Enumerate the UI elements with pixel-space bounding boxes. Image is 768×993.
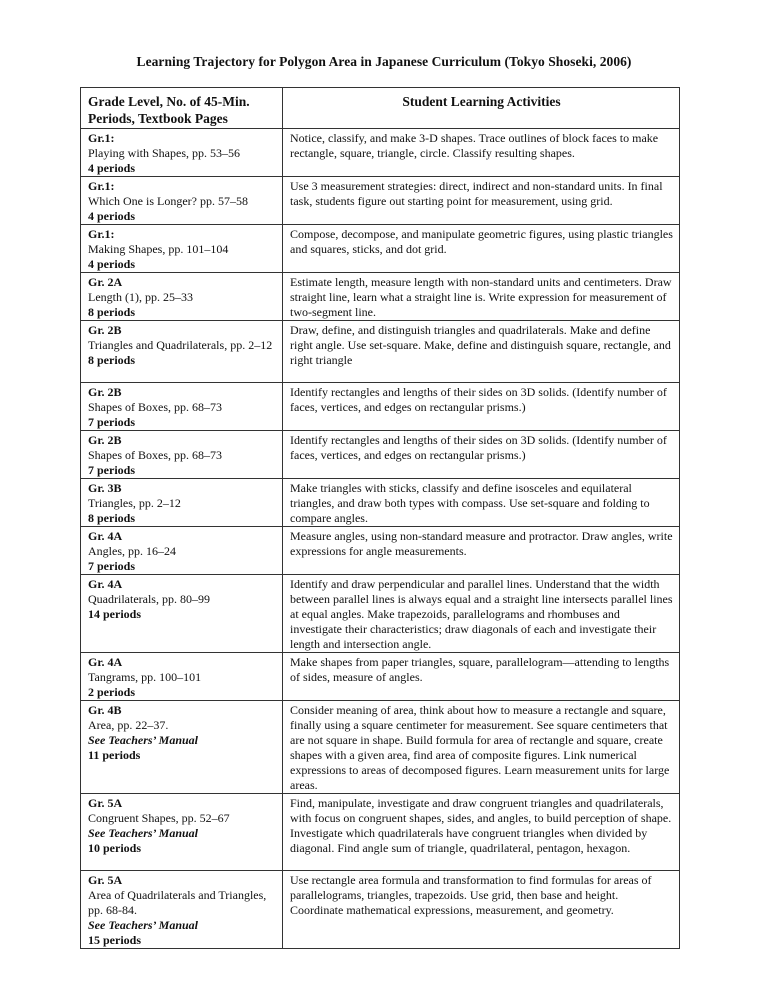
grade-level: Gr. 2B — [88, 323, 122, 337]
grade-cell — [81, 575, 283, 653]
grade-level: Gr. 2A — [88, 275, 123, 289]
grade-cell — [81, 794, 283, 871]
activities-cell — [283, 653, 680, 701]
activities-cell — [283, 383, 680, 431]
activities-cell — [283, 871, 680, 949]
period-count: 14 periods — [88, 607, 142, 621]
grade-cell — [81, 177, 283, 225]
table-row — [81, 479, 680, 527]
teachers-manual-note: See Teachers’ Manual — [88, 918, 199, 932]
unit-title: Shapes of Boxes, pp. 68–73 — [88, 448, 222, 462]
activities-text: Use 3 measurement strategies: direct, indirect and non-standard units. In final task, students figure out starting point for measurement, using grid. — [290, 179, 663, 208]
grade-level: Gr. 2B — [88, 385, 122, 399]
activities-text: Identify rectangles and lengths of their sides on 3D solids. (Identify number of faces, vertices, and edges on rectangular prisms.) — [290, 433, 667, 462]
teachers-manual-note: See Teachers’ Manual — [88, 826, 199, 840]
activities-text: Make triangles with sticks, classify and define isosceles and equilateral triangles, and draw both types with compass. Use set-square and folding to compare angles. — [290, 481, 650, 525]
grade-cell — [81, 129, 283, 177]
period-count: 11 periods — [88, 748, 141, 762]
table-row — [81, 129, 680, 177]
activities-text: Measure angles, using non-standard measure and protractor. Draw angles, write expressions for angle measurements. — [290, 529, 673, 558]
activities-cell — [283, 479, 680, 527]
activities-text: Use rectangle area formula and transformation to find formulas for areas of parallelograms, triangles, trapezoids. Use grid, then base and height. Coordinate mathematical expressions, measurement, and geometry. — [290, 873, 652, 917]
header-grade-level: Grade Level, No. of 45-Min. Periods, Textbook Pages — [81, 88, 283, 129]
document-title: Learning Trajectory for Polygon Area in Japanese Curriculum (Tokyo Shoseki, 2006) — [136, 54, 632, 69]
grade-level: Gr. 4A — [88, 577, 123, 591]
period-count: 8 periods — [88, 353, 136, 367]
unit-title: Which One is Longer? pp. 57–58 — [88, 194, 248, 208]
grade-cell — [81, 653, 283, 701]
activities-cell — [283, 129, 680, 177]
unit-title: Shapes of Boxes, pp. 68–73 — [88, 400, 222, 414]
period-count: 7 periods — [88, 415, 136, 429]
period-count: 7 periods — [88, 559, 136, 573]
grade-level: Gr. 3B — [88, 481, 122, 495]
period-count: 4 periods — [88, 257, 136, 271]
period-count: 4 periods — [88, 161, 136, 175]
activities-cell — [283, 321, 680, 383]
grade-cell — [81, 431, 283, 479]
period-count: 2 periods — [88, 685, 136, 699]
table-row — [81, 321, 680, 383]
grade-level: Gr. 5A — [88, 873, 123, 887]
activities-text: Estimate length, measure length with non-standard units and centimeters. Draw straight line, learn what a straight line is. Write expression for measurement of two-segment line. — [290, 275, 672, 319]
grade-cell — [81, 383, 283, 431]
unit-title: Playing with Shapes, pp. 53–56 — [88, 146, 240, 160]
unit-title: Area, pp. 22–37. — [88, 718, 169, 732]
grade-level: Gr. 4B — [88, 703, 122, 717]
grade-level: Gr. 4A — [88, 655, 123, 669]
unit-title: Triangles, pp. 2–12 — [88, 496, 181, 510]
period-count: 15 periods — [88, 933, 142, 947]
table-row — [81, 177, 680, 225]
grade-cell — [81, 273, 283, 321]
unit-title: Area of Quadrilaterals and Triangles, pp. 68-84. — [88, 888, 267, 917]
unit-title: Length (1), pp. 25–33 — [88, 290, 193, 304]
table-header-row — [81, 88, 680, 129]
unit-title: Congruent Shapes, pp. 52–67 — [88, 811, 230, 825]
activities-text: Notice, classify, and make 3-D shapes. Trace outlines of block faces to make rectangle, square, triangle, circle. Classify resulting shapes. — [290, 131, 659, 160]
table-row — [81, 575, 680, 653]
activities-text: Draw, define, and distinguish triangles and quadrilaterals. Make and define right angle. Use set-square. Make, define and distinguish square, rectangle, and right triangle — [290, 323, 671, 367]
unit-title: Quadrilaterals, pp. 80–99 — [88, 592, 210, 606]
activities-cell — [283, 225, 680, 273]
activities-cell — [283, 794, 680, 871]
table-row — [81, 431, 680, 479]
grade-cell — [81, 225, 283, 273]
grade-level: Gr. 2B — [88, 433, 122, 447]
period-count: 4 periods — [88, 209, 136, 223]
activities-text: Identify rectangles and lengths of their sides on 3D solids. (Identify number of faces, vertices, and edges on rectangular prisms.) — [290, 385, 667, 414]
unit-title: Triangles and Quadrilaterals, pp. 2–12 — [88, 338, 273, 352]
grade-cell — [81, 527, 283, 575]
table-row — [81, 871, 680, 949]
activities-text: Compose, decompose, and manipulate geometric figures, using plastic triangles and squares, sticks, and dot grid. — [290, 227, 673, 256]
activities-text: Find, manipulate, investigate and draw congruent triangles and quadrilaterals, with focus on congruent shapes, sides, and angles, to build perception of shape. Investigate which quadrilaterals have congruent triangles when divided by diagonal. Find angle sum of triangle, quadrilateral, pentagon, hexagon. — [290, 796, 672, 855]
grade-cell — [81, 321, 283, 383]
teachers-manual-note: See Teachers’ Manual — [88, 733, 199, 747]
period-count: 7 periods — [88, 463, 136, 477]
unit-title: Angles, pp. 16–24 — [88, 544, 176, 558]
period-count: 8 periods — [88, 305, 136, 319]
activities-cell — [283, 575, 680, 653]
period-count: 10 periods — [88, 841, 142, 855]
activities-cell — [283, 431, 680, 479]
table-row — [81, 701, 680, 794]
grade-level: Gr. 4A — [88, 529, 123, 543]
activities-cell — [283, 273, 680, 321]
unit-title: Making Shapes, pp. 101–104 — [88, 242, 229, 256]
grade-level: Gr.1: — [88, 227, 115, 241]
activities-text: Consider meaning of area, think about how to measure a rectangle and square, finally using a square centimeter for measurement. See square centimeters that are not square in shape. Build formula for area of rectangle and square, create shapes with a given area, find area of composite figures. Link numerical expressions to areas of decomposed figures. Learn measurement units for large areas. — [290, 703, 670, 792]
activities-text: Make shapes from paper triangles, square, parallelogram—attending to lengths of sides, measure of angles. — [290, 655, 670, 684]
table-row — [81, 383, 680, 431]
table-row — [81, 225, 680, 273]
period-count: 8 periods — [88, 511, 136, 525]
grade-cell — [81, 701, 283, 794]
grade-cell — [81, 479, 283, 527]
grade-level: Gr.1: — [88, 179, 115, 193]
activities-cell — [283, 527, 680, 575]
grade-level: Gr. 5A — [88, 796, 123, 810]
table-row — [81, 273, 680, 321]
activities-text: Identify and draw perpendicular and parallel lines. Understand that the width between parallel lines is always equal and a straight line intersects parallel lines at equal angles. Make trapezoids, parallelograms and rhombuses and investigate their characteristics; draw diagonals of each and investigate their length and intersection angle. — [290, 577, 673, 651]
table-row — [81, 527, 680, 575]
table-row — [81, 794, 680, 871]
grade-level: Gr.1: — [88, 131, 115, 145]
activities-cell — [283, 177, 680, 225]
header-activities: Student Learning Activities — [283, 88, 680, 129]
grade-cell — [81, 871, 283, 949]
unit-title: Tangrams, pp. 100–101 — [88, 670, 202, 684]
table-row — [81, 653, 680, 701]
curriculum-table — [80, 87, 680, 949]
activities-cell — [283, 701, 680, 794]
